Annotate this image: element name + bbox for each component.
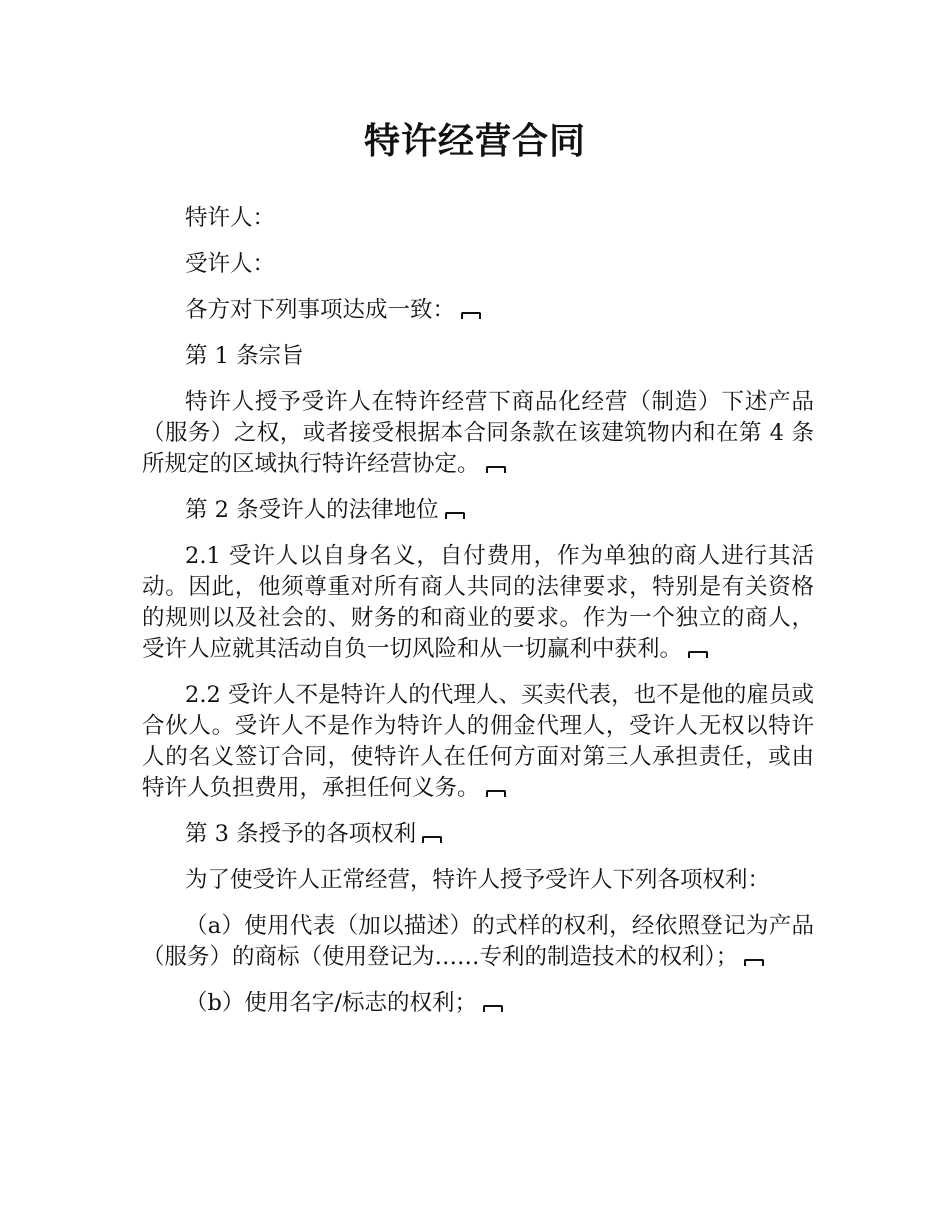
paragraph-article-1-heading: 第 1 条宗旨 (185, 343, 304, 369)
paragraph-article-3-intro: 为了使受许人正常经营，特许人授予受许人下列各项权利： (185, 867, 771, 893)
paragraph-mark-icon (744, 956, 764, 966)
paragraph-mark-icon (486, 463, 506, 473)
paragraph-franchisee: 受许人： (185, 251, 276, 277)
paragraph-agreement-intro: 各方对下列事项达成一致： (142, 295, 814, 326)
paragraph-article-2-1: 2.1 受许人以自身名义，自付费用，作为单独的商人进行其活动。因此，他须尊重对所有商人共同的法律要求，特别是有关资格的规则以及社会的、财务的和商业的要求。作为一个独立的商人，受许人应就其活动自负一切风险和从一切赢利中获利。 (142, 543, 814, 662)
paragraph-article-3-b: （b）使用名字/标志的权利； (142, 988, 814, 1019)
document-body (142, 203, 814, 1034)
paragraph-mark-icon (422, 833, 442, 843)
paragraph-mark-icon (483, 1002, 503, 1012)
document-title: 特许经营合同 (363, 121, 586, 162)
paragraph-mark-icon (461, 309, 481, 319)
paragraph-article-1-body: 特许人授予受许人在特许经营下商品化经营（制造）下述产品（服务）之权，或者接受根据本合同条款在该建筑物内和在第 4 条所规定的区域执行特许经营协定。 (142, 389, 814, 477)
paragraph-article-2-heading: 第 2 条受许人的法律地位 (142, 495, 814, 526)
paragraph-mark-icon (486, 787, 506, 797)
paragraph-mark-icon (445, 509, 465, 519)
paragraph-article-3-heading: 第 3 条授予的各项权利 (142, 819, 814, 850)
paragraph-article-3-a: （a）使用代表（加以描述）的式样的权利，经依照登记为产品（服务）的商标（使用登记为……专利的制造技术的权利）； (142, 913, 814, 970)
paragraph-mark-icon (688, 648, 708, 658)
paragraph-article-2-2: 2.2 受许人不是特许人的代理人、买卖代表，也不是他的雇员或合伙人。受许人不是作为特许人的佣金代理人，受许人无权以特许人的名义签订合同，使特许人在任何方面对第三人承担责任，或由特许人负担费用，承担任何义务。 (142, 682, 814, 801)
paragraph-franchisor: 特许人： (185, 205, 276, 231)
